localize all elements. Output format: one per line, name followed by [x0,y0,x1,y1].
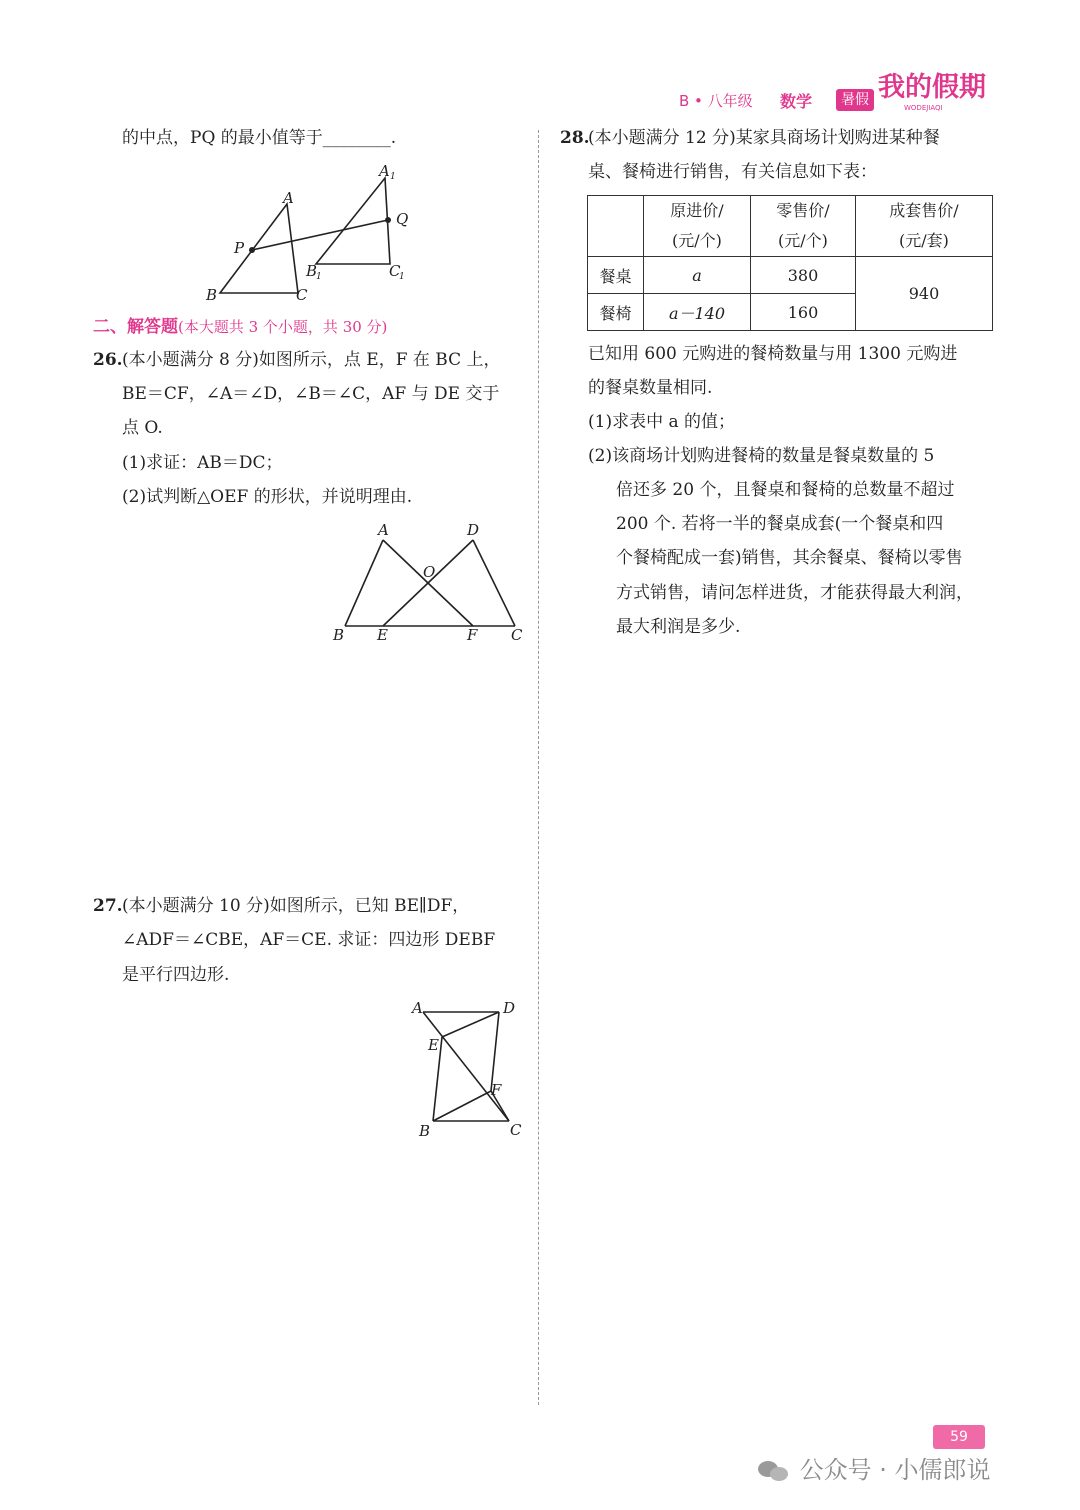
row-table-retail: 380 [751,257,856,294]
q27-line-1: (本小题满分 10 分)如图所示，已知 BE∥DF， [122,896,470,916]
table-header-set [856,196,993,257]
table-row [588,257,993,294]
label-c: C [296,286,308,304]
segment-dc [473,540,515,626]
label-d: D [467,521,480,539]
label-b: B [333,626,345,644]
q26-part-1: (1)求证：AB＝DC； [122,453,283,473]
segment-ed [442,1012,499,1037]
set-price-cell: 940 [856,257,993,331]
label-c: C [510,1121,522,1139]
label-a: A [378,521,389,539]
point-p [249,247,255,253]
q28-after-1: 已知用 600 元购进的餐椅数量与用 1300 元购进 [588,344,958,364]
header-set-line1: 成套售价/ [889,201,959,220]
header-subject: 数学 [780,92,813,111]
header-cost-line2: (元/个) [672,231,722,250]
q28-after-2: 的餐桌数量相同. [588,378,713,398]
section-heading [93,310,387,344]
triangle-a1b1c1 [316,178,390,264]
q28-part-2-line-2: 倍还多 20 个，且餐桌和餐椅的总数量不超过 [616,480,955,500]
table-corner-cell [588,196,644,257]
brand-logo [876,64,991,114]
watermark-text: 公众号 · 小儒郎说 [799,1456,991,1484]
segment-ab [345,540,383,626]
q28-part-2-line-4: 个餐椅配成一套)销售，其余餐桌、餐椅以零售 [616,548,963,568]
label-b: B [419,1122,431,1140]
segment-df [491,1012,499,1091]
label-e: E [428,1036,439,1054]
point-q [385,217,391,223]
label-e: E [377,626,388,644]
q26-part-2: (2)试判断△OEF 的形状，并说明理由. [122,487,413,507]
label-p: P [234,239,245,257]
q27-line-3: 是平行四边形. [122,965,230,985]
header-grade: B • 八年级 [679,92,753,110]
label-b1: B [306,262,318,280]
label-c: C [511,626,523,644]
figure-triangles-translation [200,158,420,308]
table-header-retail [751,196,856,257]
q27-line-2: ∠ADF＝∠CBE，AF＝CE. 求证：四边形 DEBF [122,930,496,950]
q27-number: 27. [93,896,123,916]
label-b: B [206,286,218,304]
segment-bf [433,1091,491,1121]
q28-number: 28. [560,128,590,148]
q26-number: 26. [93,350,123,370]
logo-text: 我的假期 [878,72,986,103]
header-retail-line2: (元/个) [778,231,828,250]
continuation-line: 的中点，PQ 的最小值等于________. [122,128,397,148]
row-table-cost: a [644,257,751,294]
table-header-cost [644,196,751,257]
q26-line-1: (本小题满分 8 分)如图所示，点 E，F 在 BC 上， [122,350,501,370]
wechat-icon [758,1459,792,1483]
header-badge: 暑假 [836,89,874,111]
label-a1-sub: 1 [390,172,396,182]
row-chair-cost: a－140 [644,294,751,331]
q28-part-2-line-3: 200 个. 若将一半的餐桌成套(一个餐桌和四 [616,514,944,534]
logo-subtext: WODEJIAQI [904,104,943,112]
label-o: O [423,563,436,581]
row-label-chair: 餐椅 [588,294,644,331]
q28-part-2-line-5: 方式销售，请问怎样进货，才能获得最大利润， [616,583,973,603]
figure-q27 [405,995,530,1140]
figure-q26 [325,515,530,650]
row-chair-retail: 160 [751,294,856,331]
header-retail-line1: 零售价/ [776,201,830,220]
q28-line-2: 桌、餐椅进行销售，有关信息如下表： [588,162,877,182]
label-a: A [412,999,423,1017]
column-divider [538,130,539,1405]
watermark [758,1450,991,1485]
row-label-table: 餐桌 [588,257,644,294]
q28-line-1: (本小题满分 12 分)某家具商场计划购进某种餐 [588,128,940,148]
label-a: A [283,189,294,207]
label-f: F [467,626,478,644]
section-note: (本大题共 3 个小题，共 30 分) [178,318,388,336]
header-cost-line1: 原进价/ [670,201,724,220]
q28-part-2-line-1: (2)该商场计划购进餐椅的数量是餐桌数量的 5 [588,446,935,466]
page-number: 59 [933,1425,985,1449]
label-b1-sub: 1 [316,272,322,282]
header-set-line2: (元/套) [899,231,949,250]
label-d: D [503,999,516,1017]
label-q: Q [396,210,409,228]
table-header-row [588,196,993,257]
section-title: 二、解答题 [93,317,178,337]
label-f: F [491,1081,502,1099]
q28-part-1: (1)求表中 a 的值； [588,412,736,432]
q28-part-2-line-6: 最大利润是多少. [616,617,741,637]
label-c1: C [389,262,401,280]
q26-line-2: BE＝CF，∠A＝∠D，∠B＝∠C，AF 与 DE 交于 [122,384,500,404]
q26-line-3: 点 O. [122,418,163,438]
label-a1: A [379,162,390,180]
label-c1-sub: 1 [399,272,405,282]
price-table [587,195,993,331]
